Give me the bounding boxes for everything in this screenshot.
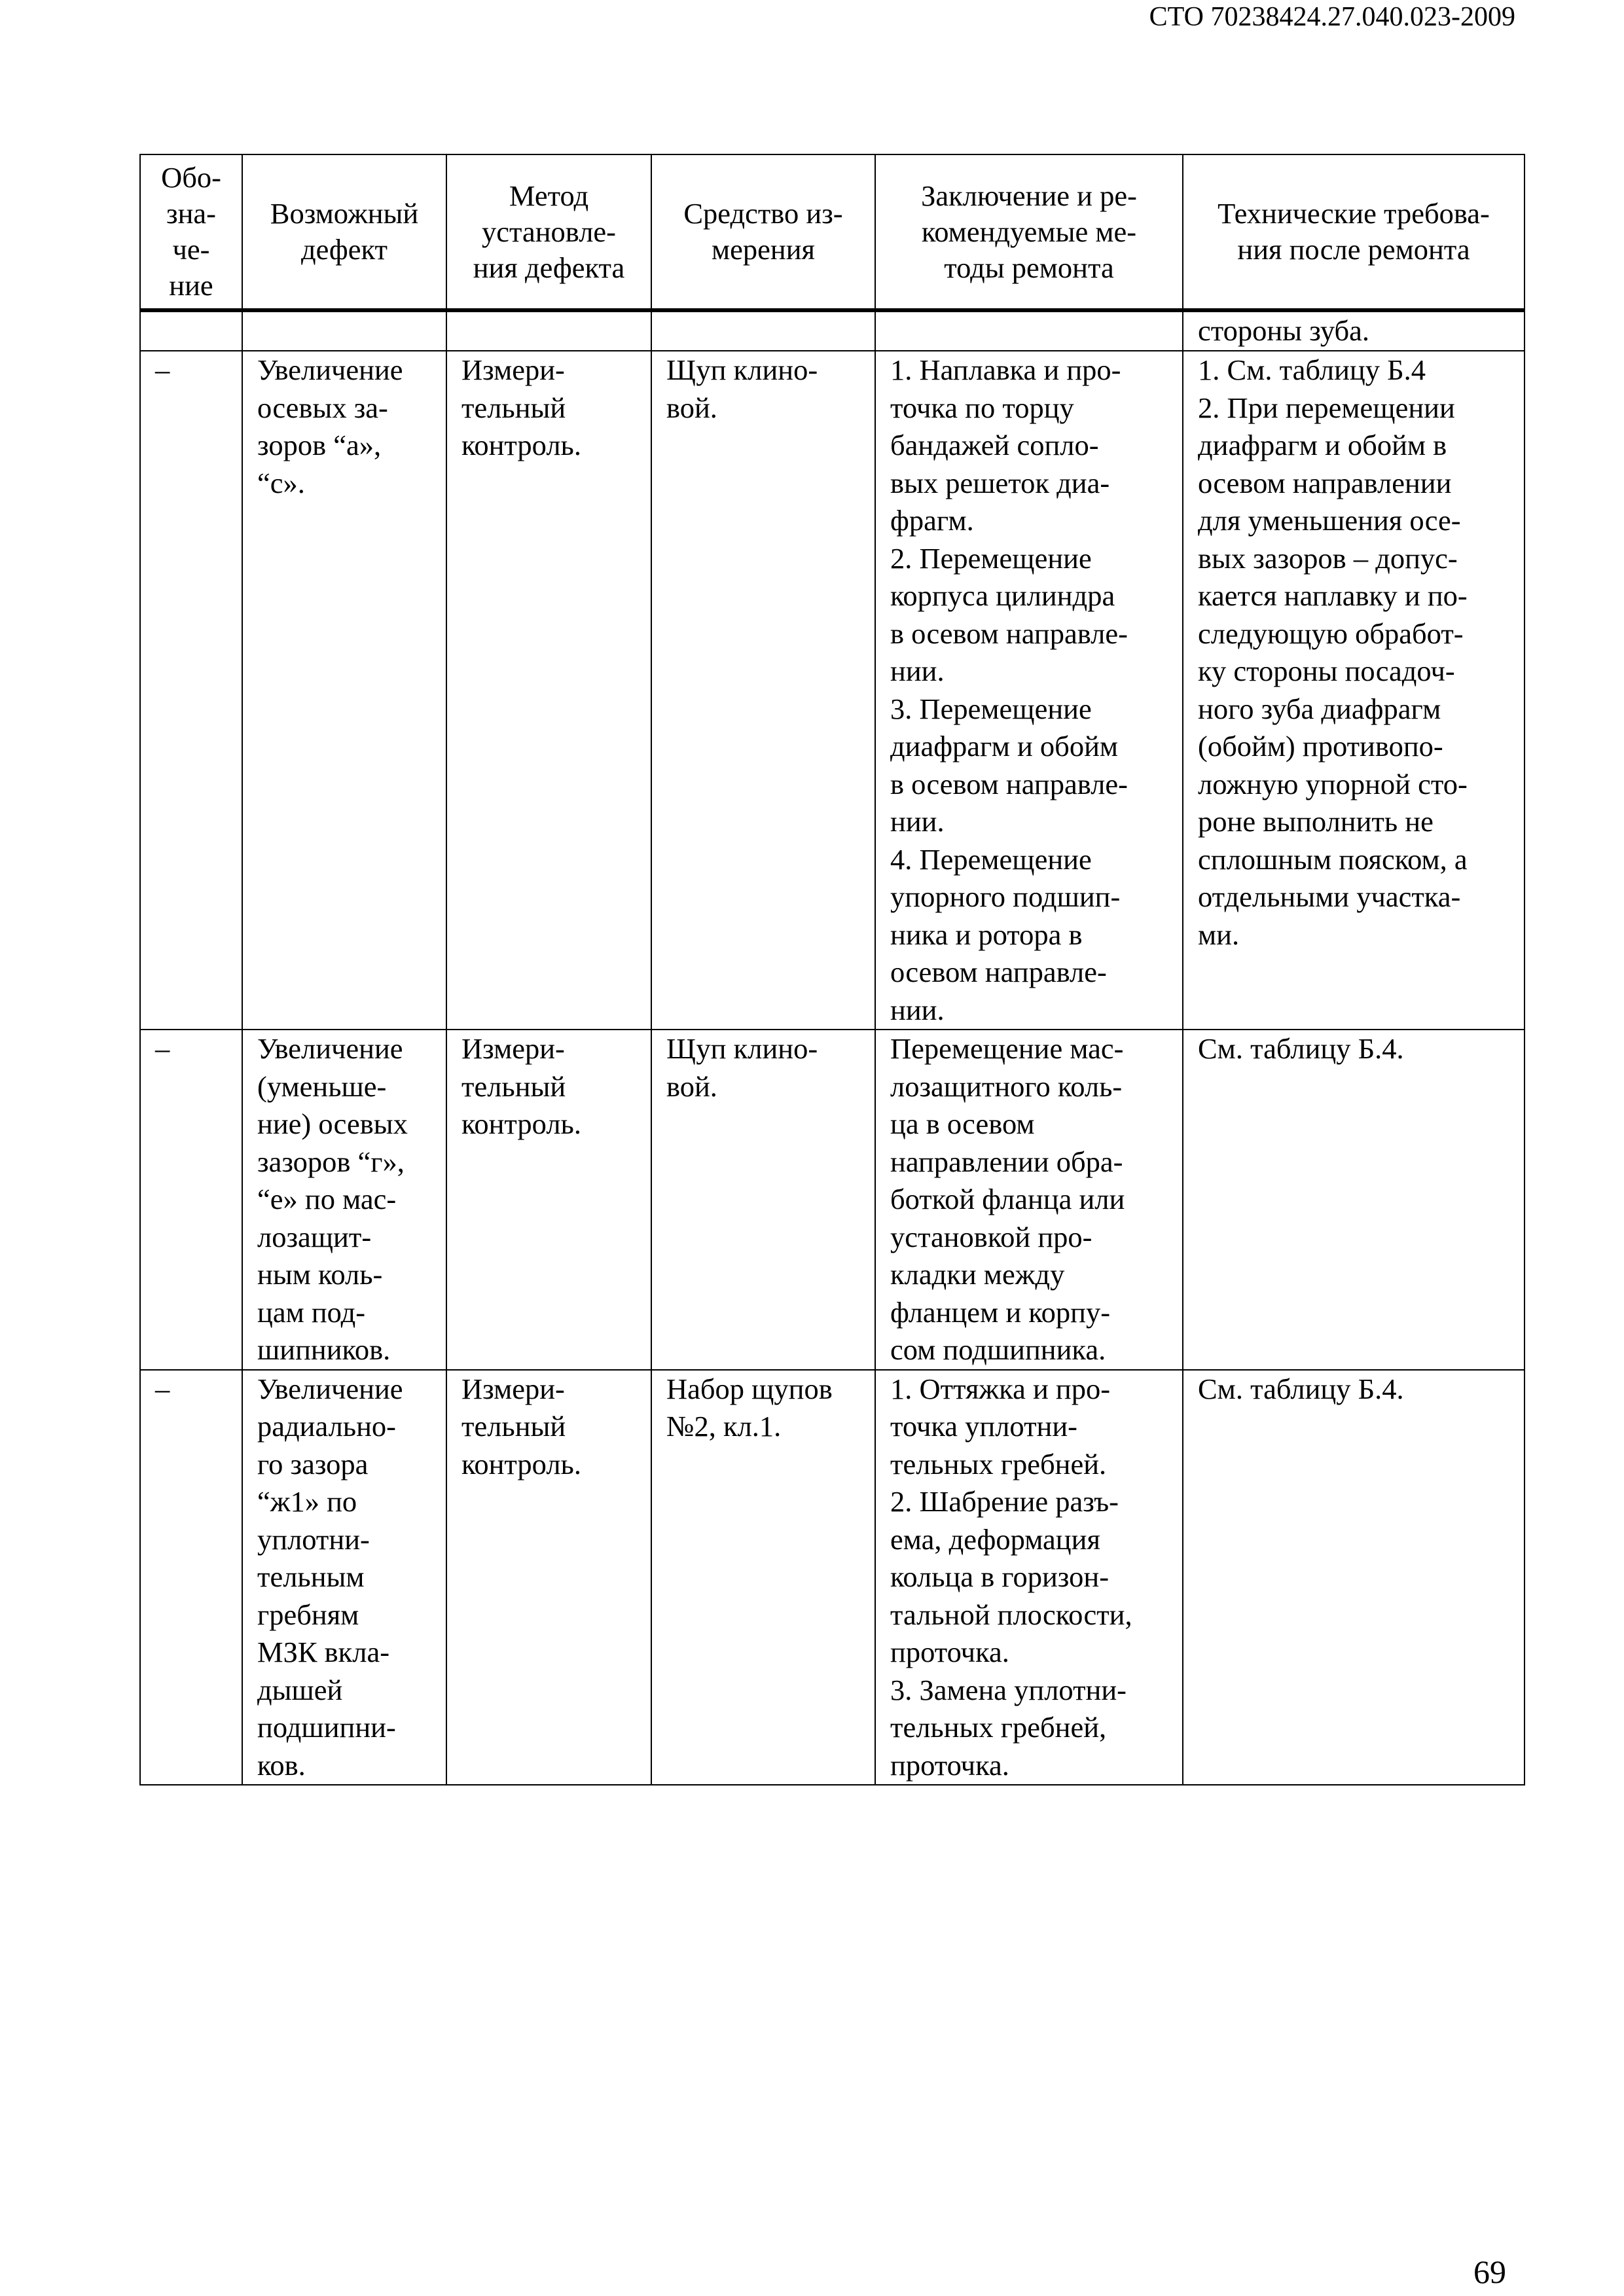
header-text-line: тоды ремонта xyxy=(944,251,1114,284)
cell-text-line: нии. xyxy=(890,993,945,1026)
cell-text-line: 1. См. таблицу Б.4 xyxy=(1198,353,1426,386)
header-text-line: Средство из- xyxy=(683,197,843,230)
cell-text-line: ца в осевом xyxy=(890,1107,1035,1140)
header-text-line: мерения xyxy=(711,233,815,266)
cell-technical-requirements xyxy=(1183,310,1525,351)
cell-text-line: тельных гребней. xyxy=(890,1447,1107,1480)
cell-text-line: фрагм. xyxy=(890,504,974,537)
cell-text-line: подшипни- xyxy=(257,1711,396,1744)
header-repair-methods xyxy=(875,154,1183,310)
cell-text-line: 1. Оттяжка и про- xyxy=(890,1372,1111,1405)
cell-text-line: контроль. xyxy=(461,1447,581,1480)
cell-text-line: осевых за- xyxy=(257,391,388,424)
cell-text-line: корпуса цилиндра xyxy=(890,579,1115,612)
cell-repair-methods xyxy=(875,310,1183,351)
cell-text-line: 2. Шабрение разъ- xyxy=(890,1485,1119,1518)
cell-designation xyxy=(140,351,242,1030)
cell-text-line: ков. xyxy=(257,1748,306,1782)
cell-text-line: лозащитного коль- xyxy=(890,1069,1123,1103)
header-text-line: ния после ремонта xyxy=(1237,233,1470,266)
cell-text-line: проточка. xyxy=(890,1636,1009,1668)
cell-text-line: осевом направлении xyxy=(1198,466,1452,499)
cell-text-line: го зазора xyxy=(257,1447,369,1480)
header-designation xyxy=(140,154,242,310)
header-row xyxy=(140,154,1525,310)
cell-text-line: 1. Наплавка и про- xyxy=(890,353,1121,386)
table-row xyxy=(140,310,1525,351)
cell-text-line: Измери- xyxy=(461,1032,565,1065)
cell-text-line: диафрагм и обойм xyxy=(890,730,1119,762)
cell-text-line: (уменьше- xyxy=(257,1069,387,1103)
cell-text-line: ку стороны посадоч- xyxy=(1198,655,1455,687)
header-text-line: комендуемые ме- xyxy=(921,215,1137,248)
cell-text-line: установкой про- xyxy=(890,1220,1092,1253)
header-detection-method xyxy=(446,154,651,310)
cell-measuring-tool xyxy=(651,310,875,351)
header-text-line: установле- xyxy=(481,215,616,248)
defects-table xyxy=(139,154,1525,1785)
cell-text-line: осевом направле- xyxy=(890,956,1107,988)
cell-text-line: сплошным пояском, а xyxy=(1198,842,1468,876)
cell-text-line: кладки между xyxy=(890,1258,1065,1291)
cell-measuring-tool xyxy=(651,1030,875,1370)
cell-text-line: контроль. xyxy=(461,429,581,461)
cell-possible-defect xyxy=(242,310,446,351)
cell-detection-method xyxy=(446,310,651,351)
cell-text-line: упорного подшип- xyxy=(890,880,1121,913)
cell-text-line: тельный xyxy=(461,1410,566,1443)
cell-text-line: Увеличение xyxy=(257,353,403,386)
header-text-line: Возможный xyxy=(270,197,419,230)
cell-text-line: вых зазоров – допус- xyxy=(1198,541,1458,575)
cell-text-line: Щуп клино- xyxy=(666,1032,818,1065)
cell-text-line: кается наплавку и по- xyxy=(1198,579,1468,612)
cell-text-line: 2. Перемещение xyxy=(890,541,1092,575)
page-number: 69 xyxy=(1473,2253,1506,2290)
cell-text-line: для уменьшения осе- xyxy=(1198,504,1461,537)
cell-text-line: Увеличение xyxy=(257,1032,403,1065)
cell-detection-method xyxy=(446,1370,651,1785)
cell-text-line: – xyxy=(155,1372,170,1405)
cell-text-line: 4. Перемещение xyxy=(890,842,1092,876)
cell-technical-requirements xyxy=(1183,351,1525,1030)
header-text-line: ния дефекта xyxy=(473,251,625,284)
cell-text-line: тельных гребней, xyxy=(890,1711,1107,1744)
cell-text-line: нии. xyxy=(890,805,945,838)
cell-text-line: следующую обработ- xyxy=(1198,617,1464,650)
cell-text-line: проточка. xyxy=(890,1748,1009,1782)
cell-designation xyxy=(140,1030,242,1370)
cell-text-line: Измери- xyxy=(461,353,565,386)
cell-text-line: вой. xyxy=(666,1069,717,1103)
table-body xyxy=(140,310,1525,1785)
cell-text-line: уплотни- xyxy=(257,1522,370,1556)
cell-technical-requirements xyxy=(1183,1370,1525,1785)
cell-text-line: дышей xyxy=(257,1673,343,1706)
cell-detection-method xyxy=(446,351,651,1030)
cell-designation xyxy=(140,1370,242,1785)
cell-text-line: “ж1» по xyxy=(257,1485,357,1518)
cell-text-line: ми. xyxy=(1198,918,1240,951)
cell-text-line: тальной плоскости, xyxy=(890,1598,1132,1631)
cell-text-line: точка уплотни- xyxy=(890,1410,1077,1443)
cell-text-line: См. таблицу Б.4. xyxy=(1198,1032,1404,1065)
cell-text-line: зоров “а», xyxy=(257,429,382,461)
cell-text-line: Щуп клино- xyxy=(666,353,818,386)
cell-text-line: Увеличение xyxy=(257,1372,403,1405)
cell-text-line: тельным xyxy=(257,1560,365,1593)
cell-text-line: Перемещение мас- xyxy=(890,1032,1124,1065)
cell-text-line: ложную упорной сто- xyxy=(1198,767,1468,800)
header-text-line: Заключение и ре- xyxy=(921,179,1137,212)
cell-measuring-tool xyxy=(651,351,875,1030)
document-code: СТО 70238424.27.040.023-2009 xyxy=(1149,2,1515,32)
table-row xyxy=(140,1030,1525,1370)
cell-text-line: – xyxy=(155,1032,170,1065)
table-row xyxy=(140,351,1525,1030)
cell-text-line: ного зуба диафрагм xyxy=(1198,692,1441,725)
header-text-line: че- xyxy=(172,233,210,266)
header-text-line: зна- xyxy=(166,197,216,230)
cell-text-line: 3. Перемещение xyxy=(890,692,1092,725)
cell-text-line: тельный xyxy=(461,1069,566,1103)
cell-text-line: цам под- xyxy=(257,1295,366,1329)
header-measuring-tool xyxy=(651,154,875,310)
cell-text-line: в осевом направле- xyxy=(890,617,1128,650)
cell-text-line: ным коль- xyxy=(257,1258,383,1291)
cell-text-line: “е» по мас- xyxy=(257,1183,397,1215)
header-text-line: Технические требова- xyxy=(1218,197,1490,230)
cell-text-line: роне выполнить не xyxy=(1198,805,1434,838)
cell-text-line: “с». xyxy=(257,466,305,499)
cell-text-line: сом подшипника. xyxy=(890,1333,1106,1366)
cell-text-line: ема, деформация xyxy=(890,1522,1100,1556)
cell-text-line: ника и ротора в xyxy=(890,918,1083,951)
cell-designation xyxy=(140,310,242,351)
cell-text-line: вой. xyxy=(666,391,717,424)
cell-text-line: ние) осевых xyxy=(257,1107,408,1140)
cell-text-line: точка по торцу xyxy=(890,391,1074,424)
cell-text-line: диафрагм и обойм в xyxy=(1198,429,1447,461)
cell-text-line: в осевом направле- xyxy=(890,767,1128,800)
cell-repair-methods xyxy=(875,1030,1183,1370)
cell-text-line: 2. При перемещении xyxy=(1198,391,1455,424)
cell-measuring-tool xyxy=(651,1370,875,1785)
cell-detection-method xyxy=(446,1030,651,1370)
cell-repair-methods xyxy=(875,351,1183,1030)
cell-text-line: радиально- xyxy=(257,1410,396,1443)
cell-text-line: тельный xyxy=(461,391,566,424)
cell-repair-methods xyxy=(875,1370,1183,1785)
cell-text-line: фланцем и корпу- xyxy=(890,1295,1111,1329)
cell-text-line: зазоров “г», xyxy=(257,1145,405,1178)
cell-text-line: шипников. xyxy=(257,1333,391,1366)
cell-technical-requirements xyxy=(1183,1030,1525,1370)
cell-text-line: боткой фланца или xyxy=(890,1183,1125,1215)
cell-text-line: отдельными участка- xyxy=(1198,880,1461,913)
cell-text-line: лозащит- xyxy=(257,1220,372,1253)
cell-text-line: 3. Замена уплотни- xyxy=(890,1673,1127,1706)
cell-text-line: МЗК вкла- xyxy=(257,1636,390,1668)
cell-possible-defect xyxy=(242,351,446,1030)
header-technical-requirements xyxy=(1183,154,1525,310)
cell-text-line: кольца в горизон- xyxy=(890,1560,1110,1593)
cell-text-line: контроль. xyxy=(461,1107,581,1140)
cell-text-line: №2, кл.1. xyxy=(666,1410,782,1443)
table-row xyxy=(140,1370,1525,1785)
cell-possible-defect xyxy=(242,1030,446,1370)
cell-text-line: См. таблицу Б.4. xyxy=(1198,1372,1404,1405)
header-text-line: Обо- xyxy=(161,161,221,194)
cell-text-line: направлении обра- xyxy=(890,1145,1123,1178)
cell-possible-defect xyxy=(242,1370,446,1785)
header-possible-defect xyxy=(242,154,446,310)
cell-text-line: вых решеток диа- xyxy=(890,466,1110,499)
cell-text-line: Набор щупов xyxy=(666,1372,833,1405)
header-text-line: дефект xyxy=(300,233,388,266)
cell-text-line: гребням xyxy=(257,1598,359,1631)
header-text-line: Метод xyxy=(509,179,589,212)
cell-text-line: бандажей сопло- xyxy=(890,429,1099,461)
cell-text-line: нии. xyxy=(890,655,945,687)
cell-text-line: (обойм) противопо- xyxy=(1198,730,1443,762)
header-text-line: ние xyxy=(169,269,213,302)
cell-text-line: Измери- xyxy=(461,1372,565,1405)
cell-text-line: – xyxy=(155,353,170,386)
cell-text-line: стороны зуба. xyxy=(1198,314,1370,347)
